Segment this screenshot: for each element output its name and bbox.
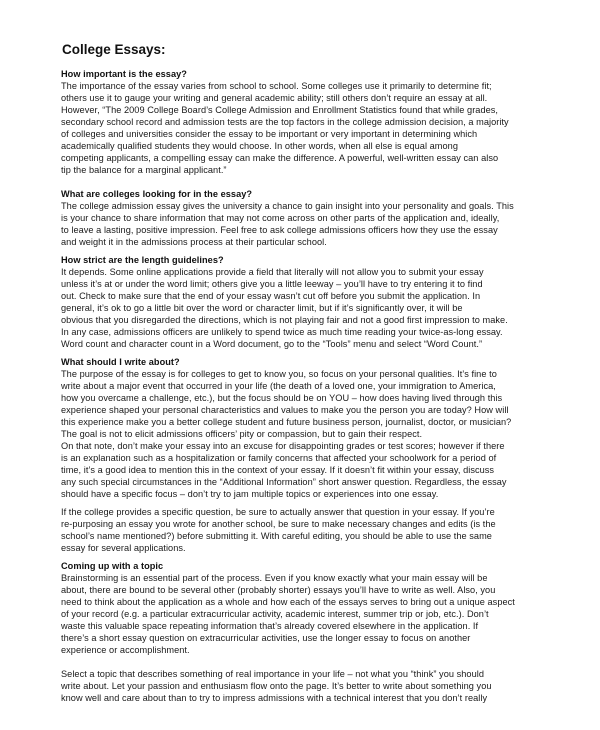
paragraph-line: there’s a short essay question on extracurricular activities, use the longer essay to focus on another [61, 633, 471, 643]
section-heading: What are colleges looking for in the essay? [61, 189, 253, 199]
section-heading: How important is the essay? [61, 69, 187, 79]
paragraph-line: any such special circumstances in the “Additional Information” short answer question. Regardless, the essay [61, 477, 507, 487]
paragraph-line: about, there are bound to be several other (probably shorter) essays you’ll have to write as well. Also, you [61, 585, 496, 595]
paragraph-line: should have a specific focus – don’t try to jam multiple topics or experiences into one essay. [61, 489, 439, 499]
paragraph-line: know well and care about than to try to impress admissions with a technical interest that you don’t really [61, 693, 488, 703]
paragraph-line: how you overcame a challenge, etc.), but the focus should be on YOU – how does having lived through this [61, 393, 503, 403]
paragraph-line: of your record (e.g. a particular extracurricular activity, academic interest, summer trip or job, etc.). Don’t [61, 609, 489, 619]
document-title: College Essays: [62, 42, 166, 57]
paragraph-line: re-purposing an essay you wrote for another school, be sure to make necessary changes and edits (is the [61, 519, 496, 529]
paragraph-line: Word count and character count in a Word document, go to the “Tools” menu and select “Word Count.” [61, 339, 483, 349]
paragraph-line: However, “The 2009 College Board’s College Admission and Enrollment Statistics found that while grades, [61, 105, 499, 115]
paragraph-line: is your chance to share information that may not come across on other parts of the application and, ideally, [61, 213, 500, 223]
paragraph-line: unless it’s at or under the word limit; others give you a little leeway – you’ll have to try entering it to find [61, 279, 483, 289]
section-paragraph-specific-question [61, 506, 593, 554]
paragraph-line: general, it’s ok to go a little bit over the word or character limit, but if it’s significantly over, it will be [61, 303, 463, 313]
paragraph-line: experience or accomplishment. [61, 645, 190, 655]
section-heading: How strict are the length guidelines? [61, 255, 224, 265]
paragraph-line: obvious that you disregarded the directions, which is not playing fair and not a good first impression to make. [61, 315, 508, 325]
paragraph-line: this experience make you a better college student and future business person, journalist, doctor, or musician? [61, 417, 512, 427]
paragraph-line: The goal is not to elicit admissions officers’ pity or compassion, but to gain their respect. [61, 429, 423, 439]
section-paragraph-excuses [61, 440, 593, 500]
section-length-guidelines [61, 254, 593, 350]
paragraph-line: It depends. Some online applications provide a field that literally will not allow you to submit your essay [61, 267, 484, 277]
paragraph-line: Select a topic that describes something of real importance in your life – not what you “think” you should [61, 669, 484, 679]
section-heading: Coming up with a topic [61, 561, 164, 571]
paragraph-line: out. Check to make sure that the end of your essay wasn’t cut off before you submit the application. In [61, 291, 481, 301]
paragraph-line: academically qualified students they would choose. In other words, when all else is equal among [61, 141, 458, 151]
section-paragraph-select-topic [61, 668, 593, 704]
section-heading: What should I write about? [61, 357, 180, 367]
paragraph-line: write about. Let your passion and enthusiasm flow onto the page. It’s better to write about something you [61, 681, 492, 691]
paragraph-line: and weight it in the admissions process at their particular school. [61, 237, 327, 247]
paragraph-line: The college admission essay gives the university a chance to gain insight into your personality and goals. This [61, 201, 514, 211]
paragraph-line: In any case, admissions officers are unlikely to spend twice as much time reading your twice-as-long essay. [61, 327, 503, 337]
section-what-colleges-look-for [61, 188, 593, 248]
section-coming-up-with-topic [61, 560, 593, 656]
paragraph-line: secondary school record and admission tests are the top factors in the college admission decision, a majority [61, 117, 509, 127]
paragraph-line: On that note, don’t make your essay into an excuse for disappointing grades or test scores; however if there [61, 441, 505, 451]
section-what-to-write [61, 356, 593, 440]
paragraph-line: The importance of the essay varies from school to school. Some colleges use it primarily to determine fit; [61, 81, 492, 91]
paragraph-line: competing applicants, a compelling essay can make the difference. A powerful, well-written essay can also [61, 153, 499, 163]
paragraph-line: is an explanation such as a hospitalization or family concerns that affected your schoolwork for a period of [61, 453, 497, 463]
paragraph-line: Brainstorming is an essential part of the process. Even if you know exactly what your main essay will be [61, 573, 488, 583]
paragraph-line: The purpose of the essay is for colleges to get to know you, so focus on your personal qualities. It’s fine to [61, 369, 497, 379]
paragraph-line: others use it to gauge your writing and general academic ability; still others don’t require an essay at all. [61, 93, 488, 103]
paragraph-line: need to think about the application as a whole and how each of the essays serves to bring out a unique aspect [61, 597, 515, 607]
paragraph-line: If the college provides a specific question, be sure to actually answer that question in your essay. If you’re [61, 507, 495, 517]
paragraph-line: write about a major event that occurred in your life (the death of a loved one, your immigration to America, [61, 381, 496, 391]
paragraph-line: time, it’s a good idea to mention this in the context of your essay. If it doesn’t fit within your essay, discuss [61, 465, 495, 475]
paragraph-line: of colleges and universities consider the essay to be important or very important in determining which [61, 129, 478, 139]
section-essay-importance [61, 68, 593, 176]
paragraph-line: to leave a lasting, positive impression. Feel free to ask college admissions officers how they use the essay [61, 225, 498, 235]
paragraph-line: tip the balance for a marginal applicant.” [61, 165, 227, 175]
paragraph-line: essay for several applications. [61, 543, 186, 553]
paragraph-line: school’s name mentioned?) before submitting it. With careful editing, you should be able to use the same [61, 531, 492, 541]
paragraph-line: waste this valuable space repeating information that’s already covered elsewhere in the application. If [61, 621, 479, 631]
paragraph-line: experience shaped your personal characteristics and values to make you the person you are today? How will [61, 405, 509, 415]
